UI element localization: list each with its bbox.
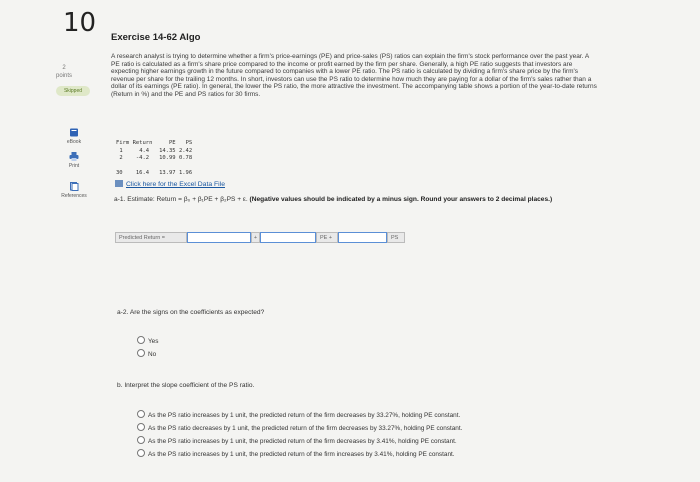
ebook-button[interactable] bbox=[54, 128, 94, 145]
predicted-return-label: Predicted Return = bbox=[115, 232, 187, 243]
radio-button[interactable] bbox=[137, 436, 145, 444]
print-icon bbox=[69, 152, 79, 161]
data-table bbox=[116, 132, 192, 186]
table-row: 1 4.4 14.35 2.42 bbox=[119, 147, 193, 154]
book-icon bbox=[69, 128, 79, 137]
radio-button[interactable] bbox=[137, 449, 145, 457]
radio-button[interactable] bbox=[137, 336, 145, 344]
option-yes[interactable]: Yes bbox=[137, 336, 158, 345]
option-b2[interactable]: As the PS ratio decreases by 1 unit, the predicted return of the firm decreases by 33.27%, holding PE constant. bbox=[137, 423, 462, 432]
pe-coefficient-input[interactable] bbox=[260, 232, 316, 243]
excel-data-link[interactable] bbox=[115, 180, 225, 188]
excel-file-icon bbox=[115, 180, 123, 187]
option-b3[interactable]: As the PS ratio increases by 1 unit, the predicted return of the firm decreases by 3.41%, holding PE constant. bbox=[137, 436, 457, 445]
option-b1[interactable]: As the PS ratio increases by 1 unit, the predicted return of the firm decreases by 33.27%, holding PE constant. bbox=[137, 410, 460, 419]
radio-button[interactable] bbox=[137, 423, 145, 431]
option-no[interactable]: No bbox=[137, 349, 156, 358]
radio-button[interactable] bbox=[137, 410, 145, 418]
exercise-title: Exercise 14-62 Algo bbox=[111, 32, 201, 43]
pe-label: PE + bbox=[316, 232, 338, 243]
points-display bbox=[54, 64, 74, 80]
ps-label: PS bbox=[387, 232, 405, 243]
table-row: 30 16.4 13.97 1.96 bbox=[116, 170, 193, 177]
references-button[interactable] bbox=[54, 182, 94, 199]
print-button[interactable] bbox=[54, 152, 94, 169]
question-number: 10 bbox=[63, 8, 97, 38]
problem-description: A research analyst is trying to determine whether a firm's price-earnings (PE) and price-sales (PS) ratios can explain the firm's stock performance over the past year. A PE ratio is calculated as a firm's share price compared to the income or profit earned by the firm per share. Generally, a high PE ratio suggests that investors are expecting higher earnings growth in the future compared to companies with a lower PE ratio. The PS ratio is calculated by dividing a firm's share price by the firm's revenue per share for the trailing 12 months. In short, investors can use the PS ratio to determine how much they are paying for a dollar of the firm's sales rather than a dollar of its earnings (PE ratio). In general, the lower the PS ratio, the more attractive the investment. The accompanying table shows a portion of the year-to-date returns (Return in %) and the PE and PS ratios for 30 firms. bbox=[111, 53, 597, 98]
points-label: points bbox=[55, 73, 72, 79]
points-value: 2 bbox=[62, 65, 66, 71]
part-b-question: b. Interpret the slope coefficient of the PS ratio. bbox=[117, 382, 255, 389]
table-row: 2 -4.2 10.99 0.78 bbox=[119, 155, 193, 162]
table-header: Firm Return PE PS bbox=[116, 139, 193, 146]
references-label: References bbox=[61, 193, 87, 199]
intercept-input[interactable] bbox=[187, 232, 251, 243]
part-a2-question: a-2. Are the signs on the coefficients as expected? bbox=[117, 309, 265, 316]
part-a1-instruction: (Negative values should be indicated by a minus sign. Round your answers to 2 decimal places.) bbox=[249, 196, 553, 203]
part-a1-question: a-1. Estimate: Return = β₀ + β₁PE + β₂PS + ε. (Negative values should be indicated by a minus sign. Round your answers to 2 decimal places.) bbox=[114, 196, 553, 203]
regression-equation bbox=[115, 232, 399, 244]
status-badge: Skipped bbox=[56, 86, 90, 96]
print-label: Print bbox=[68, 163, 80, 169]
plus-label: + bbox=[251, 232, 260, 243]
radio-button[interactable] bbox=[137, 349, 145, 357]
option-b4[interactable]: As the PS ratio increases by 1 unit, the predicted return of the firm increases by 3.41%, holding PE constant. bbox=[137, 449, 455, 458]
ebook-label: eBook bbox=[66, 139, 82, 145]
ps-coefficient-input[interactable] bbox=[338, 232, 387, 243]
references-icon bbox=[69, 182, 79, 191]
excel-link-text: Click here for the Excel Data File bbox=[126, 181, 225, 188]
